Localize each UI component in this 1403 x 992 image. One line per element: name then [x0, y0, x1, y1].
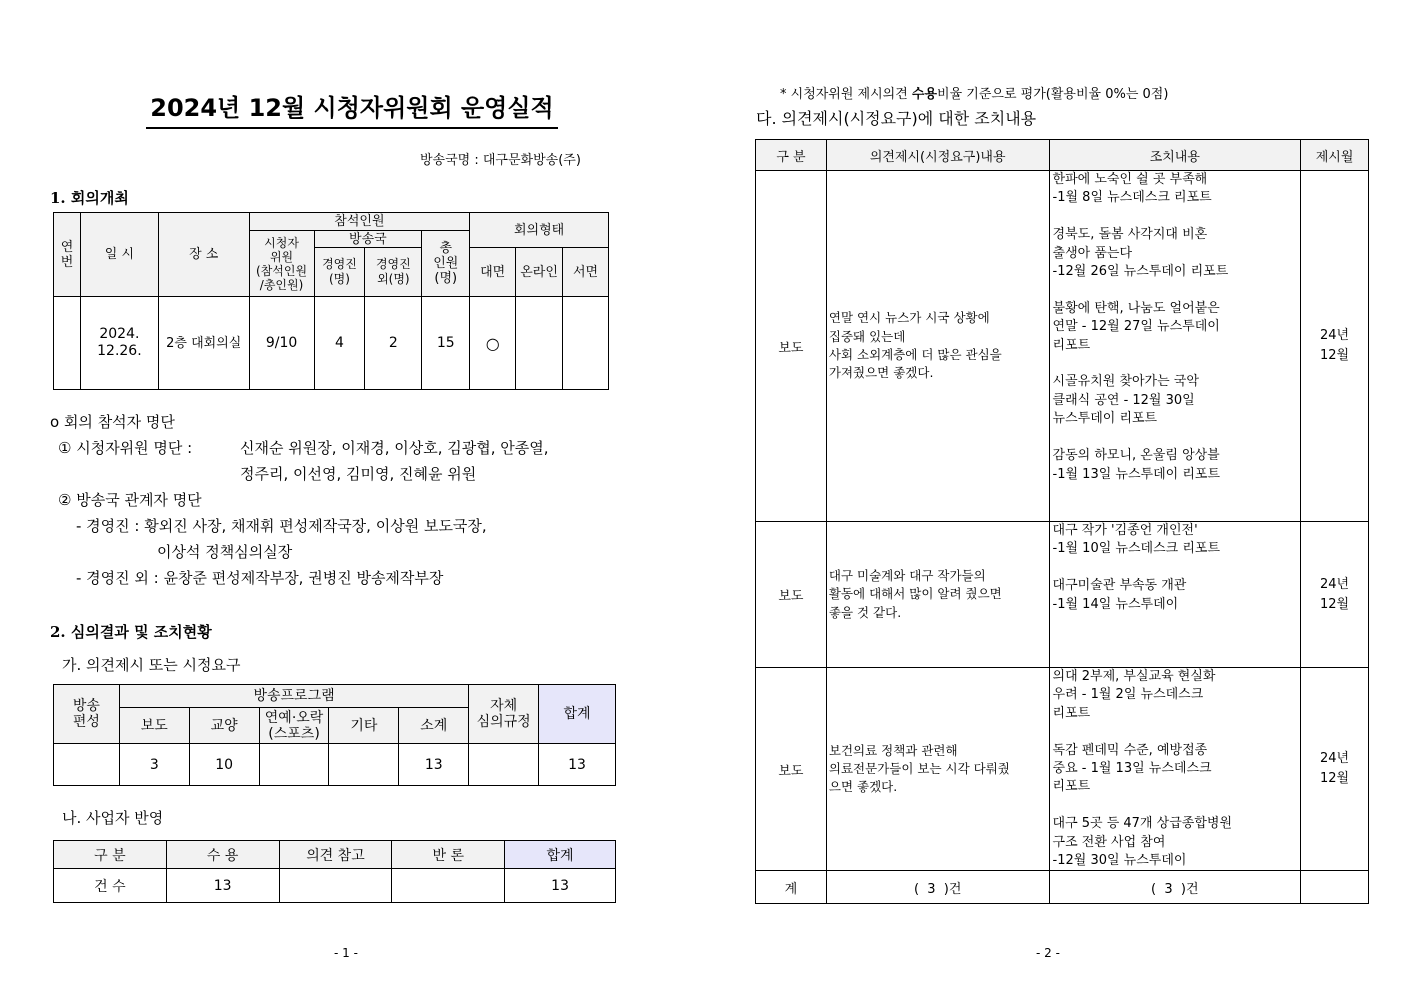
row-month: 24년 12월	[1301, 171, 1369, 522]
cell-nonexec: 2	[365, 297, 422, 390]
cell-reference	[279, 869, 392, 903]
reflect-table	[53, 840, 616, 903]
col-header-rebuttal: 반 론	[392, 841, 505, 869]
row-request: 대구 미술계와 대구 작가들의 활동에 대해서 많이 알려 줬으면 좋을 것 같다.	[826, 522, 1049, 668]
col-header-subtotal: 소계	[399, 708, 469, 744]
cell-online	[516, 297, 563, 390]
row-action: 한파에 노숙인 쉴 곳 부족해 -1월 8일 뉴스데스크 리포트 경북도, 돌봄 사각지대 비혼 출생아 품는다 -12월 26일 뉴스투데이 리포트 불황에 탄핵, 나눔도 얼어붙은 연말 - 12월 27일 뉴스투데이 리포트 시골유치원 찾아가는 국악 클래식 공연 - 12월 30일 뉴스투데이 리포트 감동의 하모니, 온울림 앙상블 -1월 13일 뉴스투데이 리포트	[1049, 171, 1301, 522]
total-request: ( 3 )건	[826, 871, 1049, 904]
col-header-program-schedule: 방송 편성	[54, 685, 120, 744]
cell-news: 3	[119, 744, 189, 786]
total-action: ( 3 )건	[1049, 871, 1301, 904]
col-header-action: 조치내용	[1049, 140, 1301, 171]
row-action: 의대 2부제, 부실교육 현실화 우려 - 1월 2일 뉴스데스크 리포트 독감 펜데믹 수준, 예방접종 중요 - 1월 13일 뉴스데스크 리포트 대구 5곳 등 47개 상급종합병원 구조 전환 사업 참여 -12월 30일 뉴스투데이	[1049, 668, 1301, 871]
station-list-label: ② 방송국 관계자 명단	[58, 491, 202, 509]
cell-viewer: 9/10	[249, 297, 314, 390]
col-header-viewer: 시청자 위원 (참석인원 /총인원)	[249, 231, 314, 297]
cell-category: 건 수	[54, 869, 167, 903]
subsection-a: 가. 의견제시 또는 시정요구	[62, 656, 241, 674]
viewer-list-line-1: 신재순 위원장, 이재경, 이상호, 김광협, 안종열,	[240, 439, 549, 457]
col-header-exec: 경영진 (명)	[314, 248, 365, 297]
section-meeting-heading: 1. 회의개최	[50, 189, 129, 207]
row-request: 보건의료 정책과 관련해 의료전문가들이 보는 시각 다뤄줬 으면 좋겠다.	[826, 668, 1049, 871]
col-header-date: 일 시	[80, 213, 158, 297]
col-header-entertainment: 연예·오락 (스포츠)	[259, 708, 329, 744]
col-header-news: 보도	[119, 708, 189, 744]
cell-place: 2층 대회의실	[158, 297, 249, 390]
total-label: 계	[756, 871, 827, 904]
exec-line-1: - 경영진 : 황외진 사장, 채재휘 편성제작국장, 이상원 보도국장,	[76, 517, 487, 535]
col-header-self-review: 자체 심의규정	[469, 685, 539, 744]
col-header-month: 제시월	[1301, 140, 1369, 171]
table-row	[756, 171, 1369, 522]
cell-accept: 13	[166, 869, 279, 903]
cell-etc	[329, 744, 399, 786]
cell-rebuttal	[392, 869, 505, 903]
subsection-c: 다. 의견제시(시정요구)에 대한 조치내용	[756, 109, 1037, 128]
cell-no	[54, 297, 81, 390]
cell-total: 13	[505, 869, 616, 903]
row-action: 대구 작가 '김종언 개인전' -1월 10일 뉴스데스크 리포트 대구미술관 부속동 개관 -1월 14일 뉴스투데이	[1049, 522, 1301, 668]
col-header-request: 의견제시(시정요구)내용	[826, 140, 1049, 171]
subsection-b: 나. 사업자 반영	[62, 809, 164, 827]
opinion-table	[53, 684, 616, 786]
col-header-no: 연 번	[54, 213, 81, 297]
col-header-online: 온라인	[516, 248, 563, 297]
cell-written	[563, 297, 609, 390]
col-header-accept: 수 용	[166, 841, 279, 869]
row-category: 보도	[756, 171, 827, 522]
col-header-station: 방송국	[314, 231, 422, 248]
col-header-reference: 의견 참고	[279, 841, 392, 869]
total-month	[1301, 871, 1369, 904]
col-header-total: 총 인원 (명)	[422, 231, 470, 297]
viewer-list-line-2: 정주리, 이선영, 김미영, 진혜윤 위원	[240, 465, 477, 483]
col-header-etc: 기타	[329, 708, 399, 744]
cell-exec: 4	[314, 297, 365, 390]
exec-line-2: 이상석 정책심의실장	[157, 543, 293, 561]
evaluation-note	[780, 83, 1168, 102]
section-review-heading: 2. 심의결과 및 조치현황	[50, 623, 212, 641]
nonexec-line: - 경영진 외 : 윤창준 편성제작부장, 권병진 방송제작부장	[76, 569, 444, 587]
row-category: 보도	[756, 522, 827, 668]
cell-total: 15	[422, 297, 470, 390]
col-header-total: 합계	[539, 685, 616, 744]
row-request: 연말 연시 뉴스가 시국 상황에 집중돼 있는데 사회 소외계층에 더 많은 관심을 가져줬으면 좋겠다.	[826, 171, 1049, 522]
col-header-category: 구 분	[756, 140, 827, 171]
note-bold: 수용	[911, 87, 938, 102]
viewer-list-label: ① 시청자위원 명단 :	[58, 439, 193, 457]
cell-subtotal: 13	[399, 744, 469, 786]
col-header-culture: 교양	[189, 708, 259, 744]
cell-inperson: ○	[470, 297, 516, 390]
meeting-table	[53, 212, 609, 390]
col-header-participants: 참석인원	[249, 213, 470, 231]
col-header-broadcast-program: 방송프로그램	[119, 685, 468, 708]
cell-culture: 10	[189, 744, 259, 786]
cell-schedule	[54, 744, 120, 786]
col-header-inperson: 대면	[470, 248, 516, 297]
col-header-meeting-form: 회의형태	[470, 213, 609, 248]
page-number-1: - 1 -	[334, 946, 358, 960]
table-row	[756, 668, 1369, 871]
action-table	[755, 139, 1369, 904]
col-header-total: 합계	[505, 841, 616, 869]
cell-self-review	[469, 744, 539, 786]
page-title: 2024년 12월 시청자위원회 운영실적	[146, 88, 558, 129]
cell-entertainment	[259, 744, 329, 786]
col-header-category: 구 분	[54, 841, 167, 869]
row-category: 보도	[756, 668, 827, 871]
attendees-title: o 회의 참석자 명단	[50, 413, 175, 431]
page-number-2: - 2 -	[1036, 946, 1060, 960]
cell-total: 13	[539, 744, 616, 786]
col-header-written: 서면	[563, 248, 609, 297]
table-row	[756, 522, 1369, 668]
col-header-nonexec: 경영진 외(명)	[365, 248, 422, 297]
row-month: 24년 12월	[1301, 668, 1369, 871]
cell-date: 2024. 12.26.	[80, 297, 158, 390]
note-prefix: * 시청자위원 제시의견	[780, 87, 912, 102]
note-suffix: 비율 기준으로 평가(활용비율 0%는 0점)	[937, 87, 1169, 102]
row-month: 24년 12월	[1301, 522, 1369, 668]
col-header-place: 장 소	[158, 213, 249, 297]
broadcaster-name: 방송국명 : 대구문화방송(주)	[420, 153, 581, 168]
